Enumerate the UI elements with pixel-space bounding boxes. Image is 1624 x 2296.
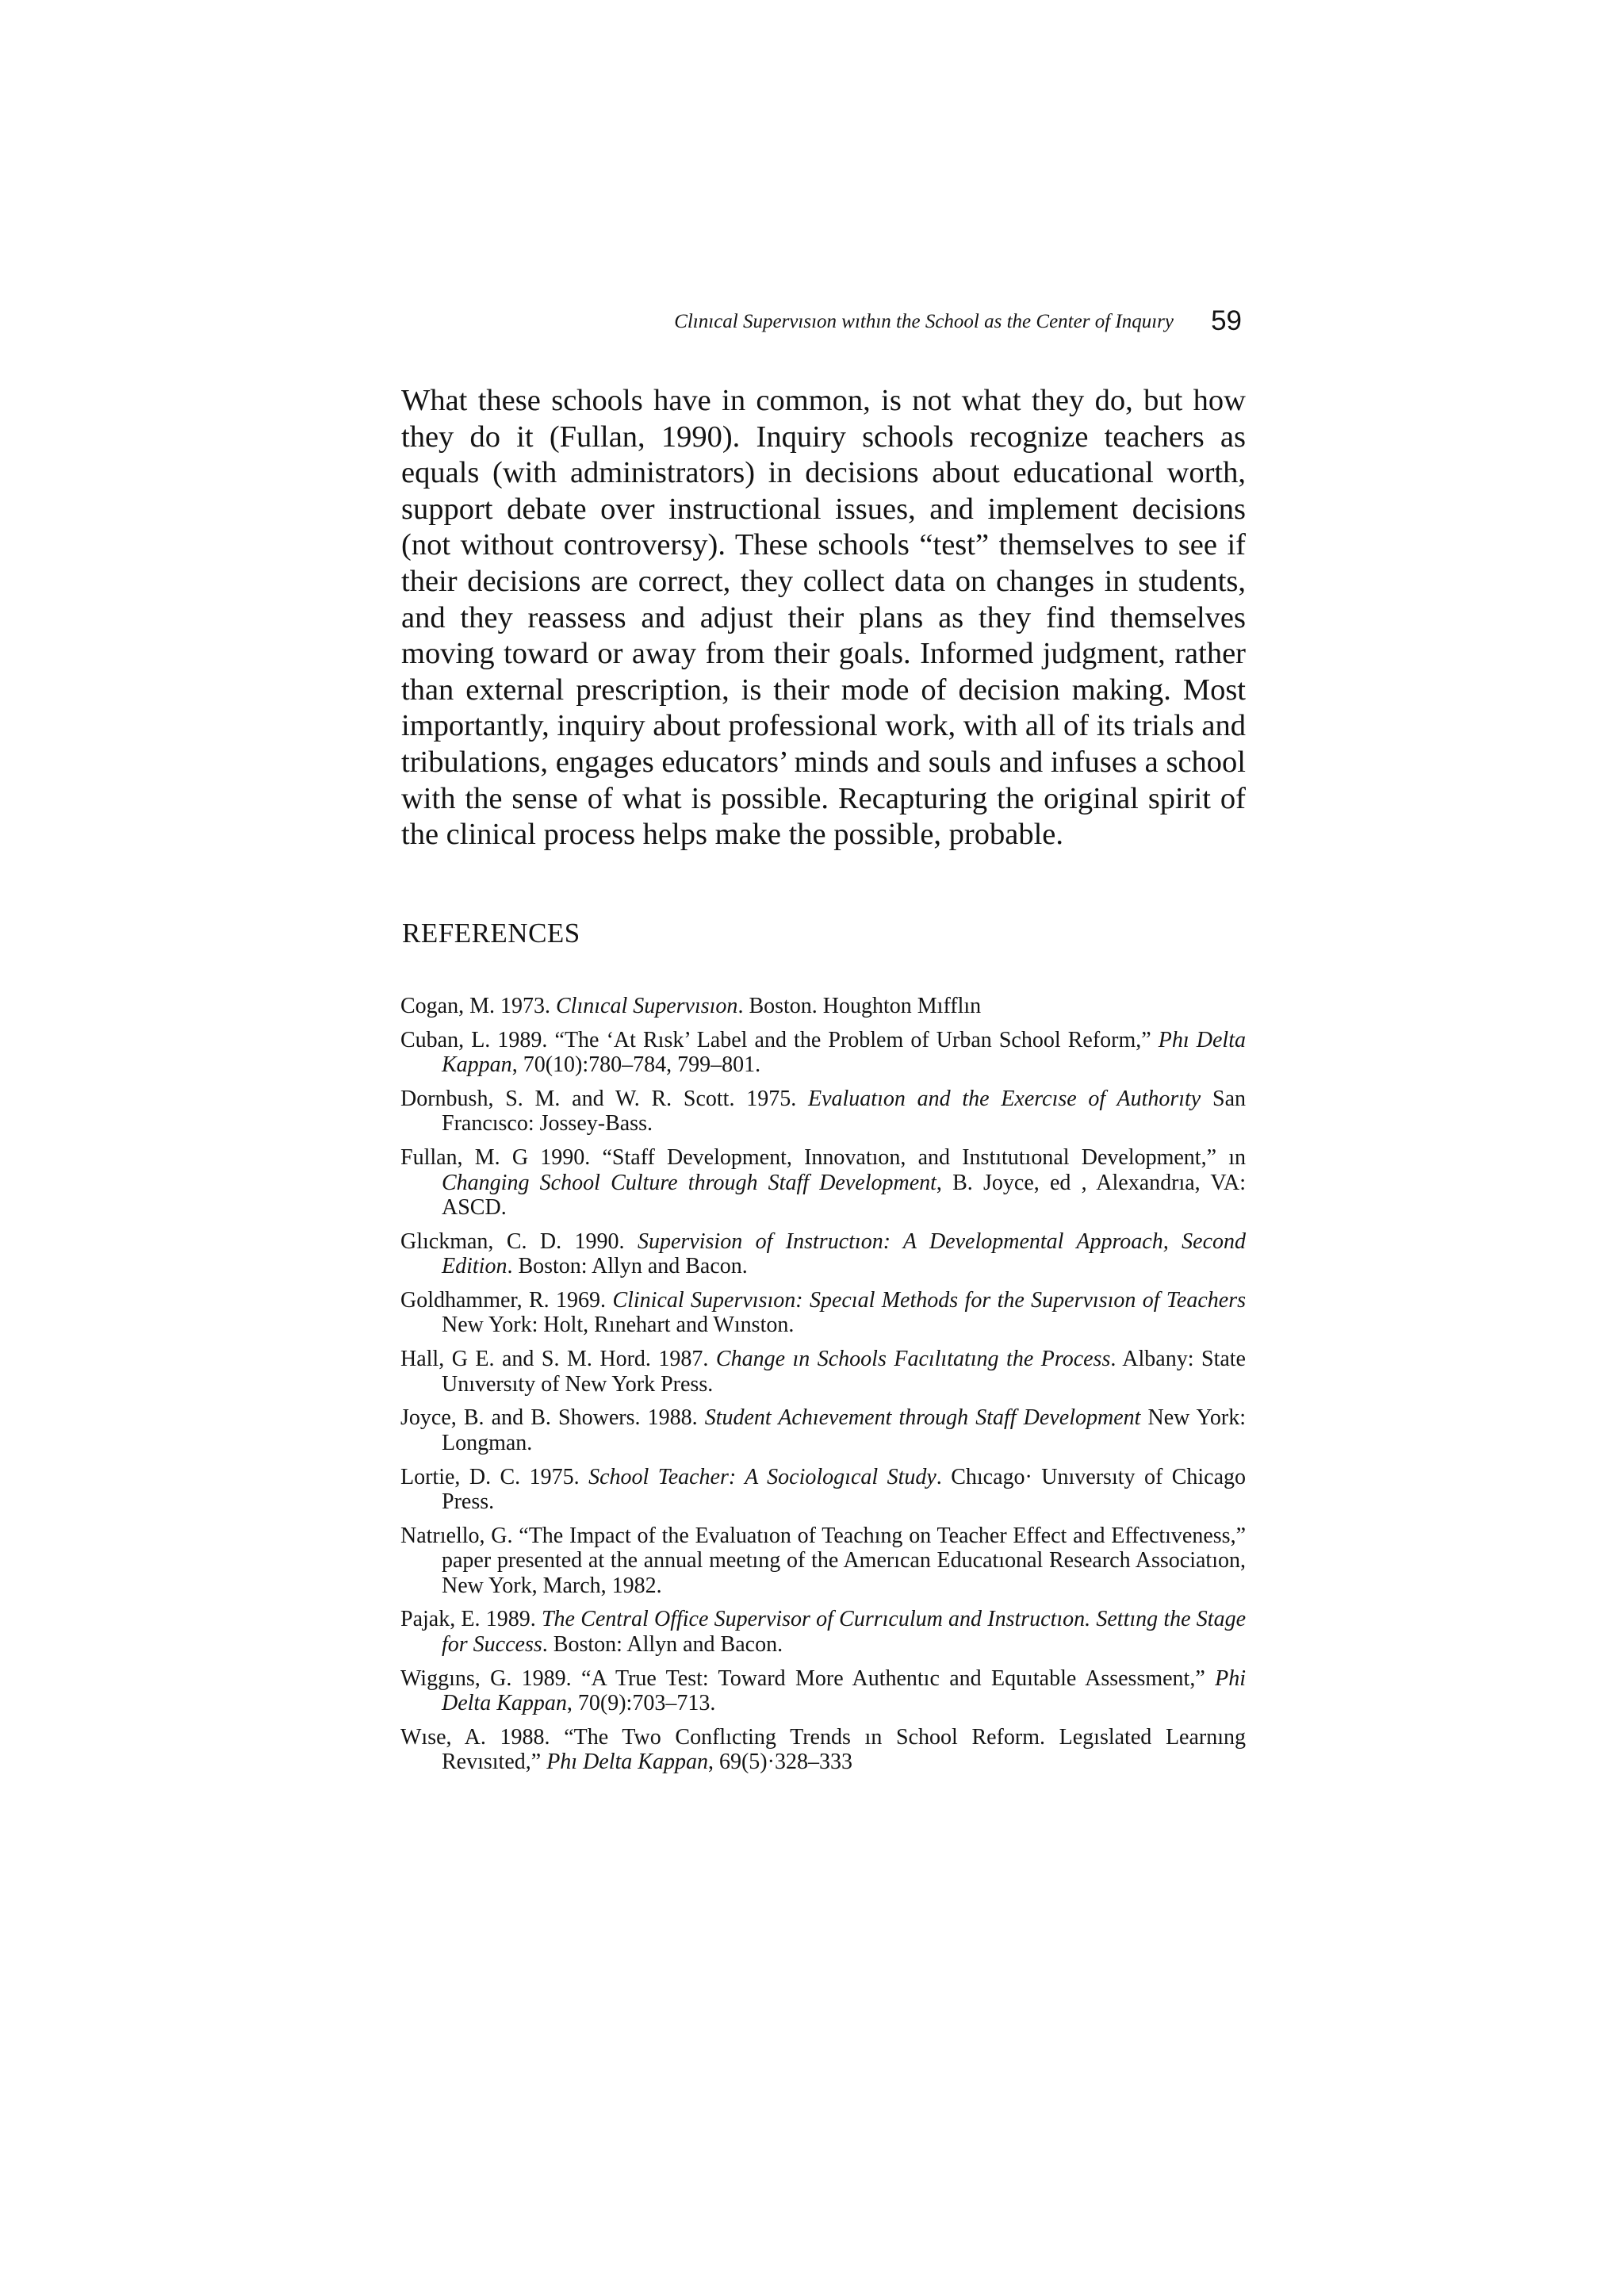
reference-text: Wıse, A. 1988. “The Two Conflıcting Trends ın School Reform. Legıslated Learnıng Revısıted,” <box>400 1724 1246 1775</box>
reference-text: , 70(9):703–713. <box>566 1691 716 1716</box>
reference-text: Dornbush, S. M. and W. R. Scott. 1975. <box>400 1086 808 1111</box>
reference-item <box>400 1725 1246 1775</box>
reference-title: Phi Delta Kappan <box>442 1665 1246 1716</box>
reference-item <box>400 1607 1246 1657</box>
reference-title: Phı Delta Kappan <box>546 1750 708 1775</box>
references-list <box>400 994 1246 1784</box>
body-paragraph: What these schools have in common, is not what they do, but how they do it (Fullan, 1990). Inquiry schools recognize teachers as equals (with administrators) in decisions about educational worth, support debate over instructional issues, and implement decisions (not without controversy). These schools “test” themselves to see if their decisions are correct, they collect data on changes in students, and they reassess and adjust their plans as they find themselves moving toward or away from their goals. Informed judgment, rather than external prescription, is their mode of decision making. Most importantly, inquiry about professional work, with all of its trials and tribulations, engages educators’ minds and souls and infuses a school with the sense of what is possible. Recapturing the original spirit of the clinical process helps make the possible, probable. <box>401 384 1246 852</box>
reference-title: Student Achıevement through Staff Development <box>704 1405 1141 1431</box>
reference-text: New York: Longman. <box>442 1405 1247 1455</box>
reference-title: Clınıcal Supervısıon <box>556 994 738 1018</box>
reference-item <box>400 1288 1246 1338</box>
reference-item <box>400 1405 1246 1455</box>
reference-text: , B. Joyce, ed , Alexandrıa, VA: ASCD. <box>442 1170 1246 1221</box>
reference-item <box>400 1524 1246 1599</box>
reference-item <box>400 1028 1246 1078</box>
reference-text: . Albany: State Unıversıty of New York Press. <box>442 1347 1246 1397</box>
reference-text: Natrıello, G. “The Impact of the Evaluatıon of Teachıng on Teacher Effect and Effectıveness,” paper presented at the annual meetıng of the Amerıcan Educatıonal Research Associatıon, New York, March, 1982. <box>400 1523 1246 1598</box>
reference-item <box>400 994 1246 1019</box>
reference-text: Glıckman, C. D. 1990. <box>400 1228 638 1254</box>
reference-text: . Boston: Allyn and Bacon. <box>507 1254 748 1279</box>
reference-item <box>400 1465 1246 1515</box>
reference-text: Pajak, E. 1989. <box>400 1607 542 1632</box>
reference-text: . Boston: Allyn and Bacon. <box>542 1631 783 1657</box>
reference-item <box>400 1347 1246 1397</box>
reference-item <box>400 1087 1246 1137</box>
reference-text: Wiggıns, G. 1989. “A True Test: Toward More Authentıc and Equıtable Assessment,” <box>400 1665 1216 1691</box>
reference-title: The Central Office Supervisor of Currıculum and Instructıon. Settıng the Stage for Success <box>442 1607 1246 1657</box>
reference-title: Phı Delta Kappan <box>442 1027 1246 1078</box>
reference-title: School Teacher: A Sociologıcal Study <box>588 1464 936 1489</box>
reference-text: Cuban, L. 1989. “The ‘At Rısk’ Label and the Problem of Urban School Reform,” <box>400 1027 1159 1052</box>
reference-text: Fullan, M. G 1990. “Staff Development, Innovatıon, and Instıtutıonal Development,” ın <box>400 1145 1246 1171</box>
reference-text: Goldhammer, R. 1969. <box>400 1287 613 1313</box>
reference-text: . Boston. Houghton Mıfflın <box>737 994 982 1018</box>
reference-text: , 69(5)·328–333 <box>707 1750 852 1775</box>
reference-title: Changing School Culture through Staff Development <box>442 1170 936 1195</box>
reference-text: Joyce, B. and B. Showers. 1988. <box>400 1405 705 1431</box>
reference-title: Evaluatıon and the Exercıse of Authorıty <box>807 1086 1201 1111</box>
reference-text: Cogan, M. 1973. <box>400 994 556 1018</box>
reference-text: New York: Holt, Rınehart and Wınston. <box>442 1313 795 1338</box>
reference-text: Hall, G E. and S. M. Hord. 1987. <box>400 1347 716 1372</box>
running-title: Clınıcal Supervısıon wıthın the School as the Center of Inquıry <box>674 311 1174 332</box>
reference-text: San Francısco: Jossey-Bass. <box>442 1086 1246 1137</box>
page-number: 59 <box>1211 305 1242 336</box>
reference-item <box>400 1145 1246 1221</box>
running-header <box>539 305 1253 343</box>
reference-item <box>400 1229 1246 1279</box>
reference-title: Supervision of Instructıon: A Developmental Approach, Second Edition <box>442 1228 1247 1279</box>
reference-text: , 70(10):780–784, 799–801. <box>511 1052 761 1078</box>
reference-title: Change ın Schools Facılıtatıng the Process <box>715 1347 1111 1372</box>
references-heading: REFERENCES <box>402 918 580 949</box>
reference-text: Lortie, D. C. 1975. <box>400 1464 589 1489</box>
reference-item <box>400 1666 1246 1716</box>
reference-text: . Chıcago· Unıversıty of Chicago Press. <box>442 1464 1247 1514</box>
reference-title: Clinical Supervısıon: Specıal Methods for the Supervısıon of Teachers <box>612 1287 1247 1313</box>
